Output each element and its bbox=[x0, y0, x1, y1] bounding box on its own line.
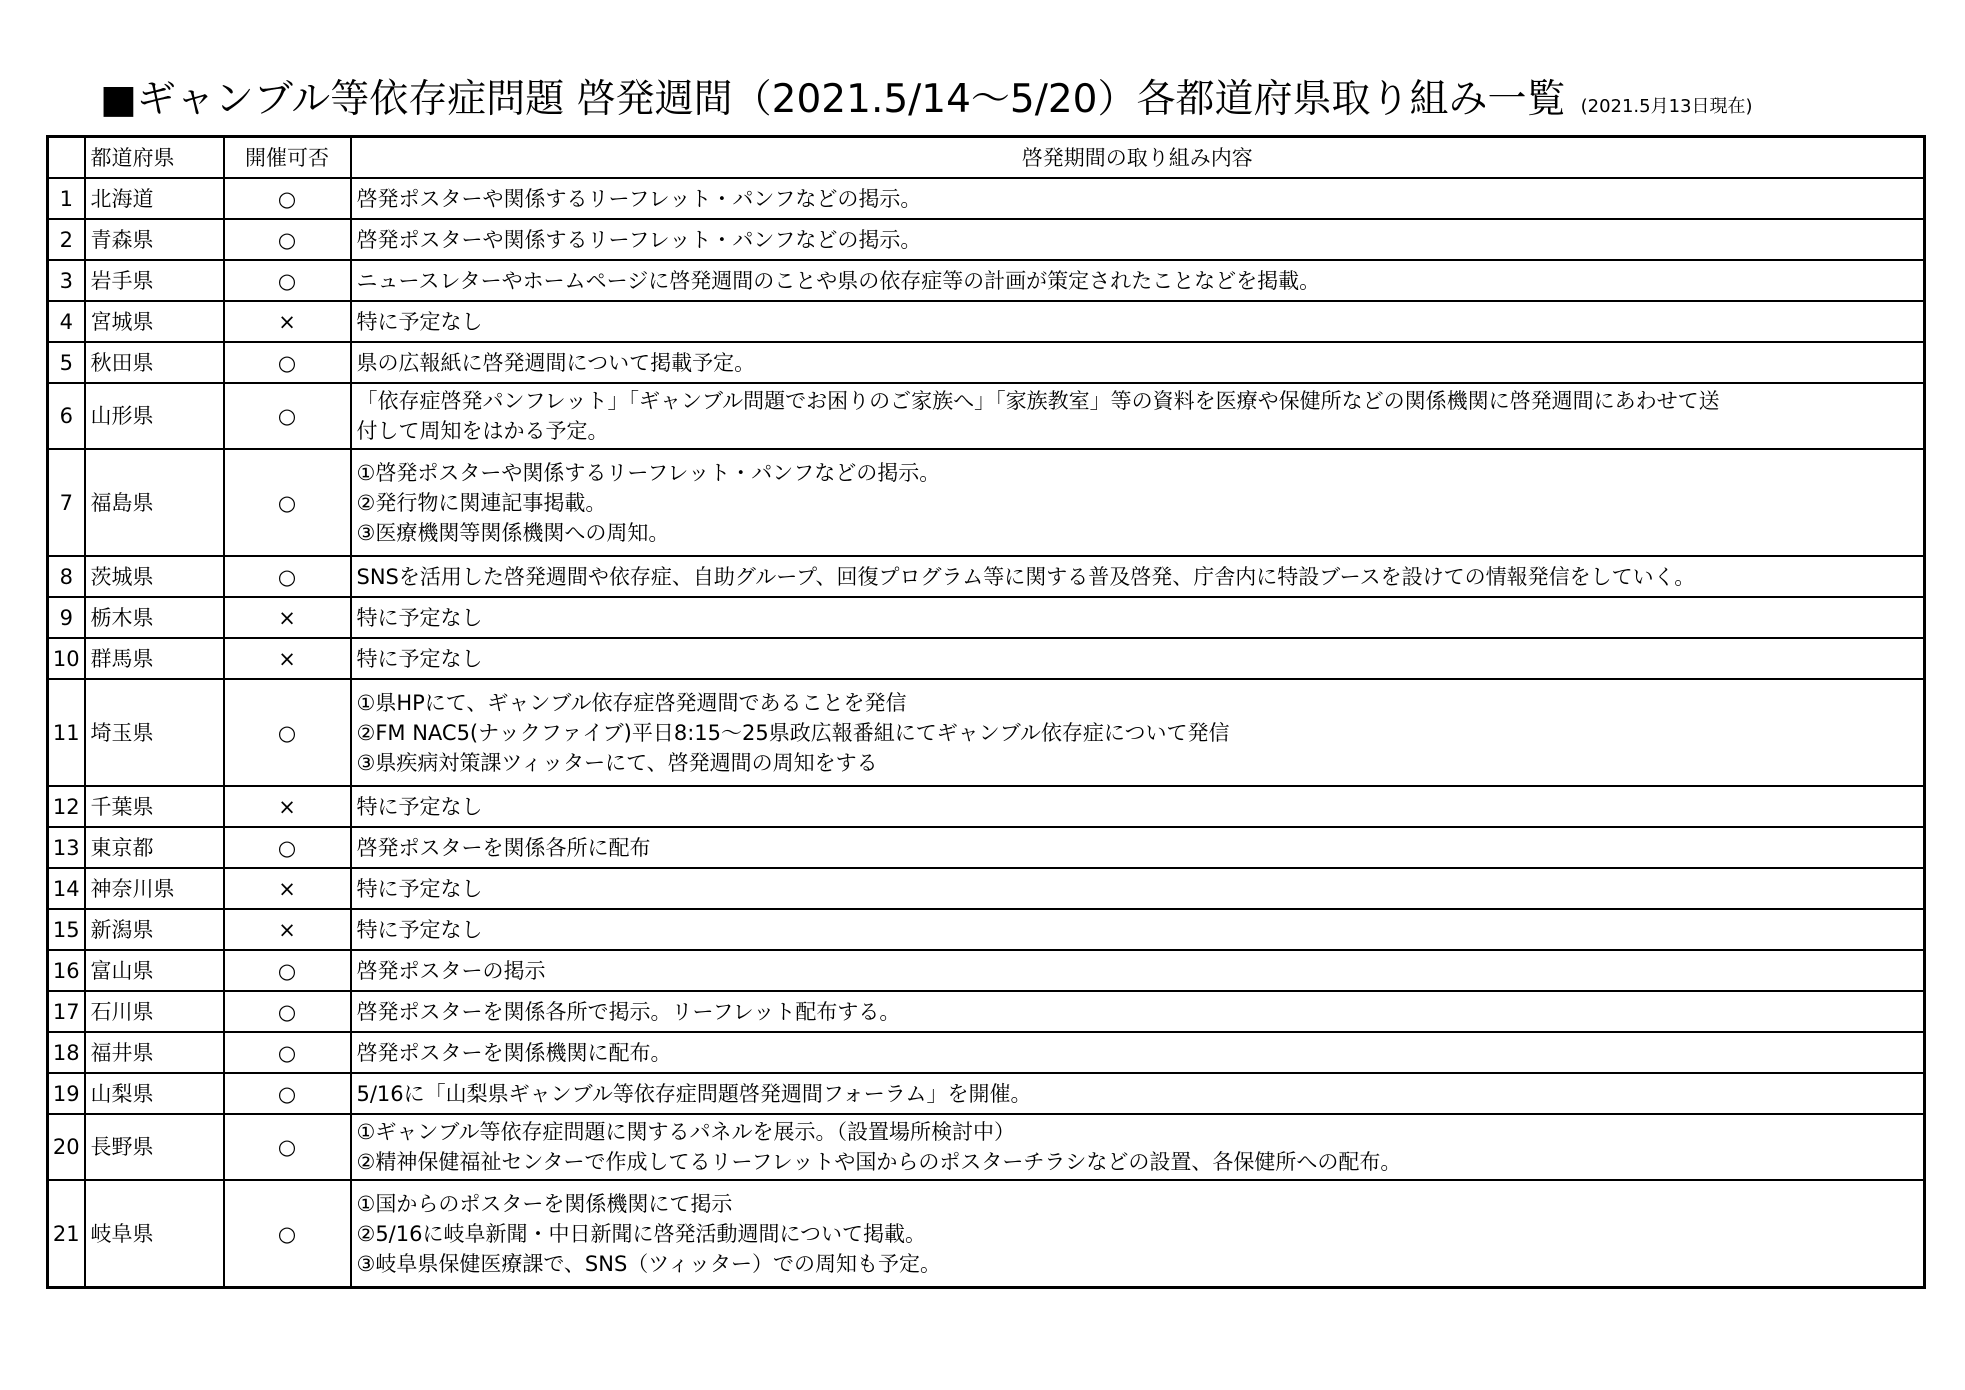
row-number: 21 bbox=[48, 1180, 85, 1288]
row-number: 6 bbox=[48, 383, 85, 449]
prefecture-name: 富山県 bbox=[85, 950, 224, 991]
availability-mark: ○ bbox=[224, 1073, 351, 1114]
activity-content bbox=[351, 260, 1925, 301]
activity-line: ③県疾病対策課ツィッターにて、啓発週間の周知をする bbox=[356, 750, 878, 775]
activity-line: ③医療機関等関係機関への周知。 bbox=[356, 520, 670, 545]
row-number: 12 bbox=[48, 786, 85, 827]
prefecture-name: 神奈川県 bbox=[85, 868, 224, 909]
prefecture-name: 青森県 bbox=[85, 219, 224, 260]
activity-line: 啓発ポスターや関係するリーフレット・パンフなどの掲示。 bbox=[356, 227, 922, 252]
availability-mark: × bbox=[224, 786, 351, 827]
table-row bbox=[48, 219, 1925, 260]
activity-line: 県の広報紙に啓発週間について掲載予定。 bbox=[356, 350, 756, 375]
row-number: 20 bbox=[48, 1114, 85, 1180]
activity-content bbox=[351, 786, 1925, 827]
activity-line: 啓発ポスターを関係各所に配布 bbox=[356, 835, 651, 860]
prefecture-name: 石川県 bbox=[85, 991, 224, 1032]
activity-content bbox=[351, 449, 1925, 556]
table-row bbox=[48, 1114, 1925, 1180]
availability-mark: ○ bbox=[224, 991, 351, 1032]
row-number: 1 bbox=[48, 178, 85, 219]
row-number: 16 bbox=[48, 950, 85, 991]
availability-mark: ○ bbox=[224, 1032, 351, 1073]
activity-content bbox=[351, 383, 1925, 449]
activity-line: ①県HPにて、ギャンブル依存症啓発週間であることを発信 bbox=[356, 690, 907, 715]
table-row bbox=[48, 638, 1925, 679]
activity-content bbox=[351, 827, 1925, 868]
row-number: 2 bbox=[48, 219, 85, 260]
prefecture-name: 群馬県 bbox=[85, 638, 224, 679]
table-row bbox=[48, 301, 1925, 342]
table-row bbox=[48, 383, 1925, 449]
activity-line: 啓発ポスターの掲示 bbox=[356, 958, 546, 983]
prefecture-table bbox=[46, 135, 1926, 1289]
activity-line: 特に予定なし bbox=[356, 876, 483, 901]
activity-content bbox=[351, 597, 1925, 638]
activity-line: ①ギャンブル等依存症問題に関するパネルを展示。（設置場所検討中） bbox=[356, 1120, 1015, 1144]
row-number: 13 bbox=[48, 827, 85, 868]
prefecture-name: 山梨県 bbox=[85, 1073, 224, 1114]
header-number bbox=[48, 137, 85, 179]
activity-content bbox=[351, 679, 1925, 786]
prefecture-name: 福島県 bbox=[85, 449, 224, 556]
activity-line: 特に予定なし bbox=[356, 646, 483, 671]
activity-content bbox=[351, 868, 1925, 909]
activity-line: ②発行物に関連記事掲載。 bbox=[356, 490, 607, 515]
activity-content bbox=[351, 1114, 1925, 1180]
prefecture-name: 茨城県 bbox=[85, 556, 224, 597]
prefecture-name: 千葉県 bbox=[85, 786, 224, 827]
table-row bbox=[48, 827, 1925, 868]
row-number: 3 bbox=[48, 260, 85, 301]
row-number: 11 bbox=[48, 679, 85, 786]
availability-mark: ○ bbox=[224, 1114, 351, 1180]
table-header-row bbox=[48, 137, 1925, 179]
availability-mark: ○ bbox=[224, 449, 351, 556]
activity-content bbox=[351, 342, 1925, 383]
availability-mark: ○ bbox=[224, 178, 351, 219]
activity-line: 特に予定なし bbox=[356, 605, 483, 630]
activity-line: 特に予定なし bbox=[356, 794, 483, 819]
availability-mark: ○ bbox=[224, 219, 351, 260]
table-row bbox=[48, 1032, 1925, 1073]
row-number: 9 bbox=[48, 597, 85, 638]
row-number: 15 bbox=[48, 909, 85, 950]
header-availability: 開催可否 bbox=[224, 137, 351, 179]
activity-line: 「依存症啓発パンフレット」「ギャンブル問題でお困りのご家族へ」「家族教室」等の資料を医療や保健所などの関係機関に啓発週間にあわせて送 bbox=[356, 389, 1720, 413]
activity-line: 啓発ポスターを関係各所で掲示。リーフレット配布する。 bbox=[356, 999, 901, 1024]
prefecture-name: 秋田県 bbox=[85, 342, 224, 383]
header-content: 啓発期間の取り組み内容 bbox=[351, 137, 1925, 179]
availability-mark: ○ bbox=[224, 950, 351, 991]
table-body bbox=[48, 178, 1925, 1288]
activity-content bbox=[351, 178, 1925, 219]
table-row bbox=[48, 786, 1925, 827]
availability-mark: × bbox=[224, 597, 351, 638]
activity-content bbox=[351, 991, 1925, 1032]
table-row bbox=[48, 679, 1925, 786]
availability-mark: × bbox=[224, 638, 351, 679]
prefecture-name: 新潟県 bbox=[85, 909, 224, 950]
activity-content bbox=[351, 219, 1925, 260]
page-title bbox=[100, 68, 1930, 128]
table-row bbox=[48, 868, 1925, 909]
activity-content bbox=[351, 301, 1925, 342]
activity-line: ②FM NAC5(ナックファイブ)平日8:15～25県政広報番組にてギャンブル依存症について発信 bbox=[356, 720, 1230, 745]
activity-line: ①国からのポスターを関係機関にて掲示 bbox=[356, 1191, 733, 1216]
table-row bbox=[48, 342, 1925, 383]
table-row bbox=[48, 909, 1925, 950]
row-number: 4 bbox=[48, 301, 85, 342]
table-row bbox=[48, 449, 1925, 556]
activity-content bbox=[351, 1073, 1925, 1114]
activity-line: 付して周知をはかる予定。 bbox=[356, 419, 609, 443]
activity-line: ①啓発ポスターや関係するリーフレット・パンフなどの掲示。 bbox=[356, 460, 941, 485]
prefecture-name: 岩手県 bbox=[85, 260, 224, 301]
row-number: 5 bbox=[48, 342, 85, 383]
activity-content bbox=[351, 909, 1925, 950]
row-number: 10 bbox=[48, 638, 85, 679]
prefecture-name: 栃木県 bbox=[85, 597, 224, 638]
activity-line: 啓発ポスターを関係機関に配布。 bbox=[356, 1040, 672, 1065]
prefecture-name: 岐阜県 bbox=[85, 1180, 224, 1288]
prefecture-name: 長野県 bbox=[85, 1114, 224, 1180]
table-row bbox=[48, 597, 1925, 638]
table-row bbox=[48, 556, 1925, 597]
activity-line: 5/16に「山梨県ギャンブル等依存症問題啓発週間フォーラム」を開催。 bbox=[356, 1081, 1032, 1106]
availability-mark: ○ bbox=[224, 827, 351, 868]
header-prefecture: 都道府県 bbox=[85, 137, 224, 179]
title-as-of-date: (2021.5月13日現在) bbox=[1580, 96, 1753, 117]
row-number: 17 bbox=[48, 991, 85, 1032]
row-number: 8 bbox=[48, 556, 85, 597]
availability-mark: × bbox=[224, 909, 351, 950]
activity-line: ②精神保健福祉センターで作成してるリーフレットや国からのポスターチラシなどの設置、各保健所への配布。 bbox=[356, 1150, 1402, 1174]
row-number: 14 bbox=[48, 868, 85, 909]
availability-mark: ○ bbox=[224, 260, 351, 301]
availability-mark: ○ bbox=[224, 556, 351, 597]
activity-line: 特に予定なし bbox=[356, 309, 483, 334]
table-row bbox=[48, 1180, 1925, 1288]
row-number: 18 bbox=[48, 1032, 85, 1073]
prefecture-name: 東京都 bbox=[85, 827, 224, 868]
availability-mark: ○ bbox=[224, 342, 351, 383]
table-row bbox=[48, 178, 1925, 219]
activity-line: ニュースレターやホームページに啓発週間のことや県の依存症等の計画が策定されたことなどを掲載。 bbox=[356, 268, 1321, 293]
activity-content bbox=[351, 1180, 1925, 1288]
row-number: 19 bbox=[48, 1073, 85, 1114]
activity-line: ②5/16に岐阜新聞・中日新聞に啓発活動週間について掲載。 bbox=[356, 1221, 927, 1246]
table-row bbox=[48, 950, 1925, 991]
prefecture-name: 山形県 bbox=[85, 383, 224, 449]
availability-mark: ○ bbox=[224, 679, 351, 786]
table-row bbox=[48, 260, 1925, 301]
availability-mark: ○ bbox=[224, 383, 351, 449]
availability-mark: × bbox=[224, 868, 351, 909]
activity-content bbox=[351, 950, 1925, 991]
table-row bbox=[48, 1073, 1925, 1114]
activity-line: ③岐阜県保健医療課で、SNS（ツィッター）での周知も予定。 bbox=[356, 1251, 942, 1276]
activity-content bbox=[351, 1032, 1925, 1073]
prefecture-name: 福井県 bbox=[85, 1032, 224, 1073]
prefecture-name: 埼玉県 bbox=[85, 679, 224, 786]
prefecture-name: 北海道 bbox=[85, 178, 224, 219]
activity-line: 啓発ポスターや関係するリーフレット・パンフなどの掲示。 bbox=[356, 186, 922, 211]
row-number: 7 bbox=[48, 449, 85, 556]
table-row bbox=[48, 991, 1925, 1032]
activity-line: 特に予定なし bbox=[356, 917, 483, 942]
availability-mark: × bbox=[224, 301, 351, 342]
availability-mark: ○ bbox=[224, 1180, 351, 1288]
prefecture-name: 宮城県 bbox=[85, 301, 224, 342]
title-main: ■ギャンブル等依存症問題 啓発週間（2021.5/14～5/20）各都道府県取り組み一覧 bbox=[100, 77, 1566, 122]
activity-line: SNSを活用した啓発週間や依存症、自助グループ、回復プログラム等に関する普及啓発、庁舎内に特設ブースを設けての情報発信をしていく。 bbox=[356, 564, 1696, 589]
activity-content bbox=[351, 638, 1925, 679]
activity-content bbox=[351, 556, 1925, 597]
